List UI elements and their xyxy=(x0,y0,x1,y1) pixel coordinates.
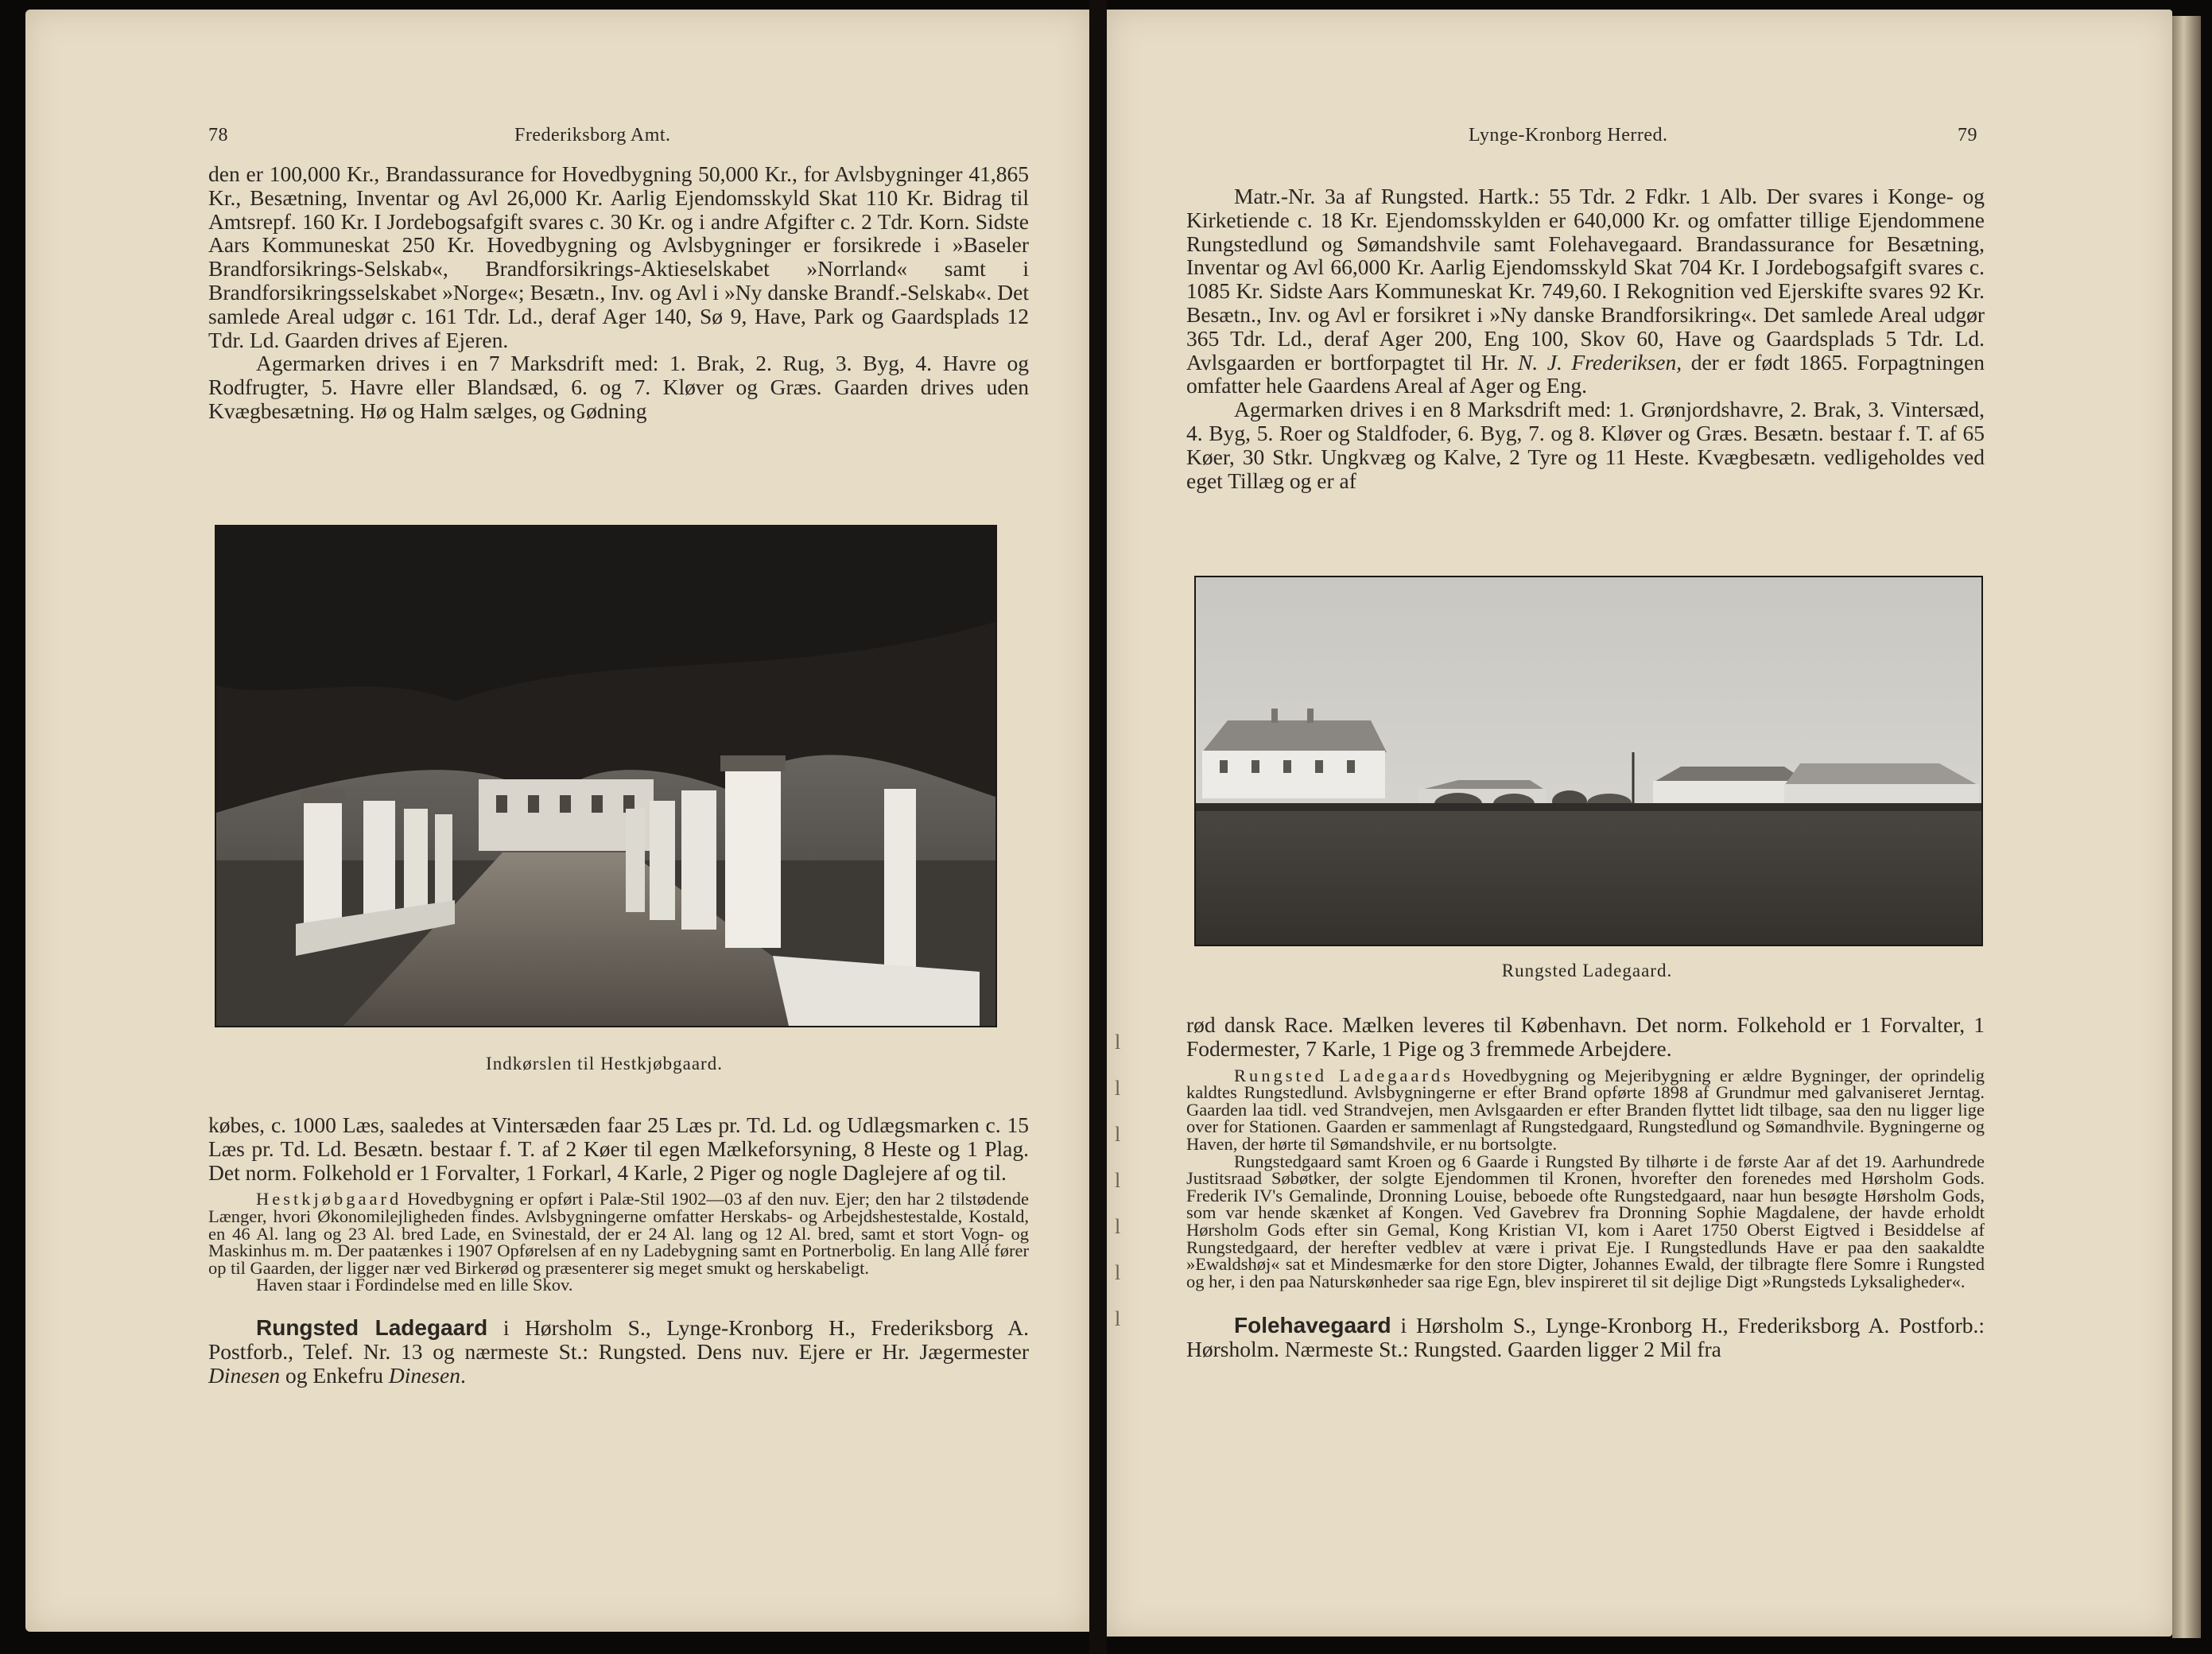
farm-photo-illustration xyxy=(1196,577,1981,945)
entry-owner-name: Dinesen xyxy=(388,1362,460,1388)
entry-title: Rungsted Ladegaard xyxy=(256,1314,488,1340)
paragraph-text: Matr.-Nr. 3a af Rungsted. Hartk.: 55 Tdr. 2 Fdkr. 1 Alb. Der svares i Konge- og Kirketiende c. 18 Kr. Ejendomsskylden er 640,000 Kr. og omfatter tillige Ejendommene Rungstedlund og Sømandshvile samt Folehavegaard. Brandassurance for Besætning, Inventar og Avl 66,000 Kr. Aarlig Ejendomsskyld Skat 704 Kr. I Jordebogsafgift svares c. 1085 Kr. Sidste Aars Kommuneskat Kr. 749,60. I Rekognition ved Ejerskifte svares 92 Kr. Besætn., Inv. og Avl er forsikret i »Ny danske Brandforsikring«. Det samlede Areal udgør 365 Tdr. Ld., deraf Ager 200, Eng 100, Skov 60, Have og Gaardsplads 5 Tdr. Ld. Avlsgaarden er bortforpagtet til Hr. xyxy=(1186,184,1985,375)
text-bottom xyxy=(1186,1013,1985,1361)
entry-text: i Hørsholm S., Lynge-Kronborg H., Frederiksborg A. Postforb.: Hørsholm. Nærmeste St.: Rungsted. Gaarden ligger 2 Mil fra xyxy=(1186,1313,1985,1362)
running-head: Lynge-Kronborg Herred. xyxy=(1469,125,1668,146)
small-print-paragraph: Rungstedgaard samt Kroen og 6 Gaarde i Rungsted By tilhørte i de første Aar af det 19. Aarhundrede Justitsraad Søbøtker, der solgte Ejendommen til Kronen, hvorefter den forenedes med Hørsholm Gods. Frederik IV's Gemalinde, Dronning Louise, beboede ofte Rungstedgaard, naar hun besøgte Hørsholm Gods, som var hende skænket af Kongen. Ved Gavebrev fra Dronning Sophie Magdalene, der havde erholdt Hørsholm Gods efter sin Gemal, Kong Kristian VI, kom i Aaret 1750 Oberst Eigtved i Besiddelse af Rungstedgaard, der herefter vedblev at være i privat Eje. I Rungstedlunds Have er paa den saakaldte »Ewaldshøj« sat et Mindesmærke for den store Digter, Johannes Ewald, der tilbragte flere Somre i Rungsted og her, i den paa Naturskønheder saa rige Egn, blev inspireret til sit dejlige Digt »Rungsteds Lyksaligheder«. xyxy=(1186,1151,1985,1291)
paragraph xyxy=(1186,184,1985,398)
small-print-paragraph xyxy=(1186,1067,1985,1153)
page-number: 78 xyxy=(208,125,228,146)
entry-title: Folehavegaard xyxy=(1234,1313,1391,1338)
paragraph-text: der er født 1865. Forpagtningen omfatter hele Gaardens Areal af Ager og Eng. xyxy=(1186,349,1985,398)
entry-text: og Enkefru xyxy=(280,1362,389,1388)
text-bottom xyxy=(208,1113,1029,1387)
emphasis-name: Rungsted Ladegaards xyxy=(1234,1065,1453,1085)
book-spine xyxy=(1089,0,1107,1654)
small-print-text: Hovedbygning er opført i Palæ-Stil 1902—03 af den nuv. Ejer; den har 2 tilstødende Længer, hvori Økonomilejligheden findes. Avlsbygningerne omfatter Herskabs- og Arbejdshestestalde, Kostald, en 46 Al. lang og 23 Al. bred Lade, en Svinestald, der er 24 Al. lang og 12 Al. bred, samt et stort Vogn- og Maskinhus m. m. Der paatænkes i 1907 Opførelsen af en ny Ladebygning samt en Portnerbolig. En lang Allé fører op til Gaarden, der ligger nær ved Birkerød og præsenterer sig meget smukt og herskabeligt. xyxy=(208,1189,1029,1278)
driveway-photo-illustration xyxy=(216,526,995,1026)
left-page xyxy=(25,10,1089,1632)
page-edge xyxy=(2172,16,2201,1638)
emphasis-name: Hestkjøbgaard xyxy=(256,1189,402,1209)
small-print-text: Hovedbygning og Mejeribygning er ældre Bygninger, der oprindelig kaldtes Rungstedlund. Avlsbygningerne er efter Brand opførte 1898 af Grundmur med galvaniseret Jerntag. Gaarden laa tidl. ved Strandvejen, men Avlsgaarden er efter Branden flyttet lidt tilbage, saa den nu ligger lige over for Stationen. Gaarden er sammenlagt af Rungstedgaard, Rungstedlund og Sømandhvile. Bygningerne og Haven, der hørte til Sømandshvile, er nu bortsolgte. xyxy=(1186,1065,1985,1154)
photo-caption: Rungsted Ladegaard. xyxy=(1501,961,1673,980)
margin-marks: l l l l l l l xyxy=(1115,1031,1121,1330)
paragraph: den er 100,000 Kr., Brandassurance for Hovedbygning 50,000 Kr., for Avlsbygninger 41,865 Kr., Besætning, Inventar og Avl 26,000 Kr. Aarlig Ejendomsskyld Skat 110 Kr. Bidrag til Amtsrepf. 160 Kr. I Jordebogsafgift svares c. 30 Kr. og i andre Afgifter c. 2 Tdr. Korn. Sidste Aars Kommuneskat 250 Kr. Hovedbygning og Avlsbygninger er forsikrede i »Baseler Brandforsikrings-Selskab«, Brandforsikrings-Aktieselskabet »Norrland« samt i Brandforsikringsselskabet »Norge«; Besætn., Inv. og Avl i »Ny danske Brandf.-Selskab«. Det samlede Areal udgør c. 161 Tdr. Ld., deraf Ager 140, Sø 9, Have, Park og Gaardsplads 12 Tdr. Ld. Gaarden drives af Ejeren. xyxy=(208,161,1029,352)
entry-paragraph xyxy=(208,1316,1029,1387)
right-page xyxy=(1107,10,2172,1637)
entry-text: . xyxy=(460,1362,466,1388)
small-print-paragraph: Haven staar i Fordindelse med en lille Skov. xyxy=(256,1275,573,1295)
entry-text: i Hørsholm S., Lynge-Kronborg H., Frederiksborg A. Postforb., Telef. Nr. 13 og nærmeste St.: Rungsted. Dens nuv. Ejere er Hr. Jægermester xyxy=(208,1314,1030,1364)
paragraph: rød dansk Race. Mælken leveres til København. Det norm. Folkehold er 1 Forvalter, 1 Fodermester, 7 Karle, 1 Pige og 3 fremmede Arbejdere. xyxy=(1186,1012,1985,1061)
text-top xyxy=(1186,184,1985,492)
paragraph: Agermarken drives i en 7 Marksdrift med: 1. Brak, 2. Rug, 3. Byg, 4. Havre og Rodfrugter, 5. Havre eller Blandsæd, 6. og 7. Kløver og Græs. Gaarden drives uden Kvægbesætning. Hø og Halm sælges, og Gødning xyxy=(208,351,1029,423)
paragraph: Agermarken drives i en 8 Marksdrift med: 1. Grønjordshavre, 2. Brak, 3. Vintersæd, 4. Byg, 5. Roer og Staldfoder, 6. Byg, 7. og 8. Kløver og Græs. Besætn. bestaar f. T. af 65 Køer, 30 Stkr. Ungkvæg og Kalve, 2 Tyre og 11 Heste. Kvægbesætn. vedligeholdes ved eget Tillæg og er af xyxy=(1186,397,1985,493)
photo-hestkjobgaard xyxy=(215,525,997,1027)
photo-caption: Indkørslen til Hestkjøbgaard. xyxy=(486,1054,723,1074)
entry-owner-name: Dinesen xyxy=(208,1362,281,1388)
photo-rungsted-ladegaard xyxy=(1194,576,1983,946)
paragraph: købes, c. 1000 Læs, saaledes at Vintersæden faar 25 Læs pr. Td. Ld. og Udlægsmarken c. 15 Læs pr. Td. Ld. Besætn. bestaar f. T. af 2 Køer til egen Mælkeforsyning, 8 Heste og 1 Plag. Det norm. Folkehold er 1 Forvalter, 1 Forkarl, 4 Karle, 2 Piger og nogle Daglejere af og til. xyxy=(208,1112,1029,1185)
tenant-name: N. J. Frederiksen, xyxy=(1517,349,1682,375)
running-head: Frederiksborg Amt. xyxy=(514,125,671,146)
text-top xyxy=(208,162,1029,423)
page-number: 79 xyxy=(1958,125,1977,146)
entry-paragraph xyxy=(1186,1314,1985,1361)
small-print-paragraph xyxy=(208,1190,1029,1276)
